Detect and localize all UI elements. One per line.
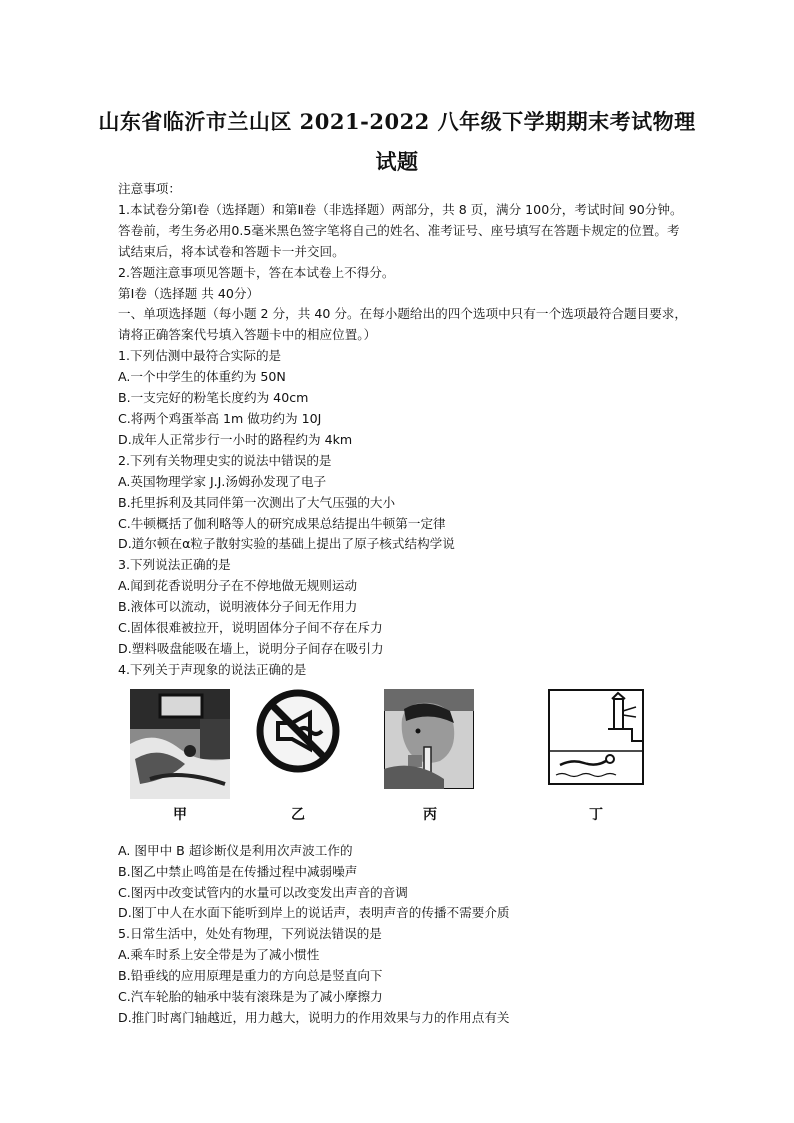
option: A.英国物理学家 J.J.汤姆孙发现了电子 — [118, 473, 327, 489]
question-stem: 4.下列关于声现象的说法正确的是 — [118, 661, 307, 677]
option: D.推门时离门轴越近，用力越大，说明力的作用效果与力的作用点有关 — [118, 1010, 510, 1025]
question-stem: 3.下列说法正确的是 — [118, 557, 231, 573]
no-honking-sign-icon — [256, 689, 340, 773]
figure-label-ding: 丁 — [589, 806, 603, 823]
option: A. 图甲中 B 超诊断仪是利用次声波工作的 — [118, 842, 353, 858]
option: C.固体很难被拉开，说明固体分子间不存在斥力 — [118, 620, 383, 636]
option: A.乘车时系上安全带是为了减小惯性 — [118, 947, 320, 963]
option: C.图丙中改变试管内的水量可以改变发出声音的音调 — [118, 884, 408, 900]
exam-title: 山东省临沂市兰山区 2021-2022 八年级下学期期末考试物理 — [98, 109, 696, 134]
notice-heading: 注意事项： — [118, 181, 181, 196]
section-heading: 第Ⅰ卷（选择题 共 40分） — [118, 285, 260, 301]
question-stem: 2.下列有关物理史实的说法中错误的是 — [118, 452, 332, 468]
exam-title-continued: 试题 — [375, 149, 419, 174]
option: D.塑料吸盘能吸在墙上，说明分子间存在吸引力 — [118, 640, 384, 656]
option: B.图乙中禁止鸣笛是在传播过程中减弱噪声 — [118, 863, 358, 879]
exam-body — [118, 179, 688, 1029]
notice-item-1: 1.本试卷分第Ⅰ卷（选择题）和第Ⅱ卷（非选择题）两部分，共 8 页，满分 100分，考试时间 90分钟。答卷前，考生务必用0.5毫米黑色签字笔将自己的姓名、准考证号、座号填写在答题卡规定的位置。考试结束后，将本试卷和答题卡一并交回。 — [118, 201, 683, 259]
option: A.一个中学生的体重约为 50N — [118, 369, 286, 385]
option: C.牛顿概括了伽利略等人的研究成果总结提出牛顿第一定律 — [118, 515, 446, 531]
option: B.托里拆利及其同伴第一次测出了大气压强的大小 — [118, 494, 396, 510]
sound-figures — [118, 689, 688, 839]
option: B.液体可以流动，说明液体分子间无作用力 — [118, 599, 358, 615]
notice-item-2: 2.答题注意事项见答题卡，答在本试卷上不得分。 — [118, 264, 395, 280]
test-tube-photo — [384, 689, 474, 789]
option: D.道尔顿在α粒子散射实验的基础上提出了原子核式结构学说 — [118, 536, 455, 552]
ultrasound-photo — [130, 689, 230, 799]
figure-label-yi: 乙 — [291, 806, 305, 823]
option: C.汽车轮胎的轴承中装有滚珠是为了减小摩擦力 — [118, 989, 383, 1005]
option: D.图丁中人在水面下能听到岸上的说话声，表明声音的传播不需要介质 — [118, 905, 510, 921]
shore-swimmer-diagram — [548, 689, 644, 785]
option: D.成年人正常步行一小时的路程约为 4km — [118, 431, 353, 447]
figure-label-bing: 丙 — [423, 806, 437, 823]
option: B.铅垂线的应用原理是重力的方向总是竖直向下 — [118, 968, 383, 984]
option: C.将两个鸡蛋举高 1m 做功约为 10J — [118, 410, 322, 426]
question-stem: 1.下列估测中最符合实际的是 — [118, 348, 282, 364]
figure-label-jia: 甲 — [173, 806, 187, 823]
section-instruction: 一、单项选择题（每小题 2 分，共 40 分。在每小题给出的四个选项中只有一个选项最符合题目要求，请将正确答案代号填入答题卡中的相应位置。） — [118, 306, 687, 343]
question-stem: 5.日常生活中，处处有物理，下列说法错误的是 — [118, 926, 382, 942]
option: B.一支完好的粉笔长度约为 40cm — [118, 390, 309, 406]
option: A.闻到花香说明分子在不停地做无规则运动 — [118, 578, 358, 594]
